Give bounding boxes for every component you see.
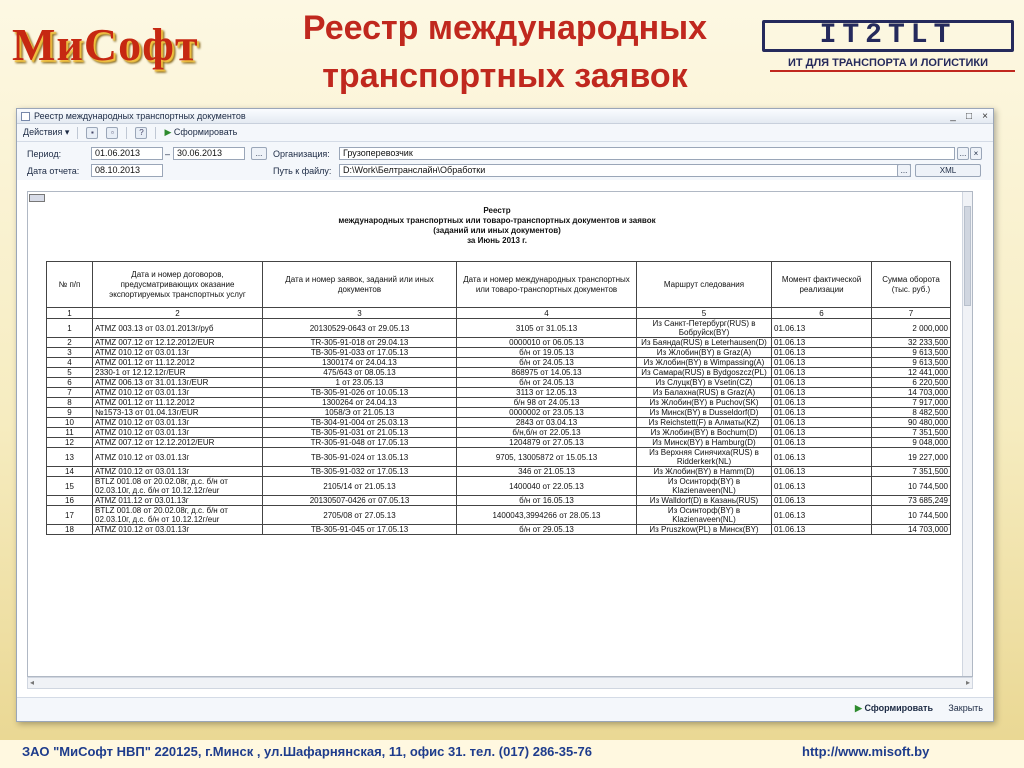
- table-cell: 13: [47, 448, 93, 467]
- table-cell: ATMZ 010.12 от 03.01.13г: [93, 428, 263, 438]
- horizontal-scrollbar[interactable]: [27, 677, 973, 689]
- table-cell: ATMZ 001.12 от 11.12.2012: [93, 358, 263, 368]
- table-cell: 2330-1 от 12.12.12г/EUR: [93, 368, 263, 378]
- toolbar: [17, 124, 993, 142]
- table-cell: Из Минск(BY) в Dusseldorf(D): [637, 408, 772, 418]
- parameters-form: [17, 142, 993, 180]
- bottom-form-label: Сформировать: [864, 703, 933, 713]
- table-cell: 8 482,500: [872, 408, 951, 418]
- column-number-row: [47, 308, 951, 319]
- xml-label: XML: [939, 166, 957, 175]
- table-cell: 14: [47, 467, 93, 477]
- bottom-bar: [17, 697, 993, 721]
- table-cell: ATMZ 011.12 от 03.01.13г: [93, 496, 263, 506]
- table-row: [47, 338, 951, 348]
- table-row: [47, 418, 951, 428]
- table-cell: 0000002 от 23.05.13: [457, 408, 637, 418]
- table-cell: б/н,б/н от 22.05.13: [457, 428, 637, 438]
- column-number: 1: [47, 308, 93, 319]
- table-cell: Из Reichstett(F) в Алматы(KZ): [637, 418, 772, 428]
- table-row: [47, 477, 951, 496]
- report-h1: Реестр: [483, 206, 511, 215]
- column-header: Маршрут следования: [637, 262, 772, 308]
- footer-address: ЗАО "МиСофт НВП" 220125, г.Минск , ул.Шафарнянская, 11, офис 31. тел. (017) 286-35-76: [22, 744, 592, 759]
- table-cell: 01.06.13: [772, 525, 872, 535]
- document-icon: [21, 112, 30, 121]
- table-cell: 5: [47, 368, 93, 378]
- report-table-body: [47, 319, 951, 535]
- period-select-button[interactable]: ...: [251, 147, 267, 160]
- table-cell: 20130507-0426 от 07.05.13: [263, 496, 457, 506]
- table-cell: ATMZ 010.12 от 03.01.13г: [93, 467, 263, 477]
- vertical-scrollbar[interactable]: [962, 192, 972, 677]
- report-area: [27, 191, 973, 677]
- period-dash: –: [165, 149, 171, 159]
- xml-button[interactable]: [915, 164, 981, 177]
- table-cell: ATMZ 010.12 от 03.01.13г: [93, 418, 263, 428]
- table-cell: 9 613,500: [872, 358, 951, 368]
- table-cell: 11: [47, 428, 93, 438]
- table-cell: TR-305-91-018 от 29.04.13: [263, 338, 457, 348]
- table-cell: 01.06.13: [772, 388, 872, 398]
- table-cell: Из Слуцк(BY) в Vsetin(CZ): [637, 378, 772, 388]
- table-cell: 01.06.13: [772, 358, 872, 368]
- table-cell: 01.06.13: [772, 428, 872, 438]
- report-h2: международных транспортных или товаро-транспортных документов и заявок: [338, 216, 656, 225]
- table-cell: 01.06.13: [772, 408, 872, 418]
- settings-icon[interactable]: ▫: [106, 127, 118, 139]
- column-number: 3: [263, 308, 457, 319]
- logo-it2tlt-subtitle: ИТ ДЛЯ ТРАНСПОРТА И ЛОГИСТИКИ: [787, 57, 989, 69]
- table-cell: ТВ-305-91-032 от 17.05.13: [263, 467, 457, 477]
- scrollbar-thumb[interactable]: [964, 206, 971, 306]
- table-cell: 01.06.13: [772, 506, 872, 525]
- org-label: Организация:: [273, 149, 330, 159]
- table-row: [47, 358, 951, 368]
- column-header: Дата и номер заявок, заданий или иных документов: [263, 262, 457, 308]
- table-row: [47, 348, 951, 358]
- table-cell: 346 от 21.05.13: [457, 467, 637, 477]
- table-row: [47, 525, 951, 535]
- table-cell: ATMZ 007.12 от 12.12.2012/EUR: [93, 338, 263, 348]
- table-cell: 01.06.13: [772, 398, 872, 408]
- table-cell: BTLZ 001.08 от 20.02.08г, д.с. б/н от 02.03.10г, д.с. б/н от 10.12.12г/eur: [93, 477, 263, 496]
- actions-menu[interactable]: Действия ▾: [23, 127, 70, 137]
- bottom-form-button[interactable]: [855, 703, 933, 714]
- table-cell: Из Минск(BY) в Hamburg(D): [637, 438, 772, 448]
- table-cell: Из Pruszkow(PL) в Минск(BY): [637, 525, 772, 535]
- table-row: [47, 438, 951, 448]
- toolbar-separator: [77, 127, 78, 139]
- org-field[interactable]: Грузоперевозчик: [339, 147, 955, 160]
- table-row: [47, 368, 951, 378]
- form-report-label: Сформировать: [173, 127, 238, 137]
- slide-title-line2: транспортных заявок: [322, 57, 688, 95]
- column-header: Дата и номер международных транспортных или товаро-транспортных документов: [457, 262, 637, 308]
- table-cell: Из Осинторф(BY) в Klazienaveen(NL): [637, 477, 772, 496]
- path-field[interactable]: D:\Work\Белтранслайн\Обработки: [339, 164, 911, 177]
- table-cell: Из Жлобин(BY) в Graz(A): [637, 348, 772, 358]
- title-underline: [770, 70, 1015, 72]
- table-cell: 01.06.13: [772, 448, 872, 467]
- table-cell: ТВ-305-91-031 от 21.05.13: [263, 428, 457, 438]
- table-cell: Из Жлобин(BY) в Hamm(D): [637, 467, 772, 477]
- table-cell: 2705/08 от 27.05.13: [263, 506, 457, 525]
- table-cell: Из Санкт-Петербург(RUS) в Бобруйск(BY): [637, 319, 772, 338]
- table-cell: 7 351,500: [872, 467, 951, 477]
- column-header: Сумма оборота (тыс. руб.): [872, 262, 951, 308]
- table-cell: ТВ-305-91-024 от 13.05.13: [263, 448, 457, 467]
- column-number: 5: [637, 308, 772, 319]
- table-cell: 2105/14 от 21.05.13: [263, 477, 457, 496]
- column-number: 6: [772, 308, 872, 319]
- org-select-button[interactable]: ...: [957, 147, 969, 160]
- table-cell: 01.06.13: [772, 348, 872, 358]
- table-cell: 1300174 от 24.04.13: [263, 358, 457, 368]
- table-row: [47, 398, 951, 408]
- table-cell: 01.06.13: [772, 477, 872, 496]
- table-cell: 10 744,500: [872, 506, 951, 525]
- table-cell: 01.06.13: [772, 467, 872, 477]
- help-icon[interactable]: ?: [135, 127, 147, 139]
- column-number: 4: [457, 308, 637, 319]
- table-cell: 14 703,000: [872, 388, 951, 398]
- table-row: [47, 319, 951, 338]
- table-cell: 16: [47, 496, 93, 506]
- table-row: [47, 408, 951, 418]
- column-header: Момент фактической реализации: [772, 262, 872, 308]
- table-cell: ATMZ 003.13 от 03.01.2013г/руб: [93, 319, 263, 338]
- table-cell: 9705, 13005872 от 15.05.13: [457, 448, 637, 467]
- slide-title-line1: Реестр международных: [302, 9, 708, 47]
- maximize-button[interactable]: □: [965, 110, 973, 122]
- table-cell: 3113 от 12.05.13: [457, 388, 637, 398]
- table-cell: Из Walldorf(D) в Казань(RUS): [637, 496, 772, 506]
- report-date-field[interactable]: 08.10.2013: [91, 164, 163, 177]
- table-cell: TR-305-91-048 от 17.05.13: [263, 438, 457, 448]
- table-cell: Из Жлобин(BY) в Wimpassing(A): [637, 358, 772, 368]
- table-cell: б/н от 19.05.13: [457, 348, 637, 358]
- window-title: Реестр международных транспортных документов: [34, 111, 246, 121]
- logo-misoft: МиСофт: [12, 19, 199, 70]
- report-window: [16, 108, 994, 722]
- logo-it2tlt: [762, 20, 1014, 69]
- table-cell: 1 от 23.05.13: [263, 378, 457, 388]
- column-header: № п/п: [47, 262, 93, 308]
- table-cell: 9: [47, 408, 93, 418]
- table-cell: б/н от 29.05.13: [457, 525, 637, 535]
- table-cell: 1204879 от 27.05.13: [457, 438, 637, 448]
- table-cell: 7 351,500: [872, 428, 951, 438]
- table-row: [47, 496, 951, 506]
- report-table: [46, 261, 951, 535]
- table-cell: 01.06.13: [772, 338, 872, 348]
- table-cell: Из Осинторф(BY) в Klazienaveen(NL): [637, 506, 772, 525]
- table-cell: 868975 от 14.05.13: [457, 368, 637, 378]
- table-cell: Из Жлобин(BY) в Bochum(D): [637, 428, 772, 438]
- report-date-label: Дата отчета:: [27, 166, 80, 176]
- table-cell: 4: [47, 358, 93, 368]
- table-cell: 1058/Э от 21.05.13: [263, 408, 457, 418]
- table-cell: ATMZ 010.12 от 03.01.13г: [93, 525, 263, 535]
- table-header-row: [47, 262, 951, 308]
- table-cell: 01.06.13: [772, 496, 872, 506]
- table-cell: 9 048,000: [872, 438, 951, 448]
- table-cell: б/н от 24.05.13: [457, 378, 637, 388]
- path-label: Путь к файлу:: [273, 166, 332, 176]
- table-cell: 12: [47, 438, 93, 448]
- toolbar-separator: [155, 127, 156, 139]
- table-row: [47, 448, 951, 467]
- table-cell: 01.06.13: [772, 319, 872, 338]
- table-row: [47, 506, 951, 525]
- table-cell: 1: [47, 319, 93, 338]
- table-cell: ТВ-305-91-026 от 10.05.13: [263, 388, 457, 398]
- table-cell: ATMZ 010.12 от 03.01.13г: [93, 448, 263, 467]
- table-cell: 01.06.13: [772, 438, 872, 448]
- footer-url[interactable]: http://www.misoft.by: [802, 744, 930, 759]
- table-cell: 17: [47, 506, 93, 525]
- table-cell: Из Верхняя Синячиха(RUS) в Ridderkerk(NL): [637, 448, 772, 467]
- report-h4: за Июнь 2013 г.: [467, 236, 527, 245]
- table-cell: ATMZ 010.12 от 03.01.13г: [93, 388, 263, 398]
- table-cell: 10 744,500: [872, 477, 951, 496]
- table-cell: ATMZ 001.12 от 11.12.2012: [93, 398, 263, 408]
- period-from-field[interactable]: 01.06.2013: [91, 147, 163, 160]
- close-button[interactable]: ×: [982, 110, 988, 122]
- table-cell: BTLZ 001.08 от 20.02.08г, д.с. б/н от 02.03.10г, д.с. б/н от 10.12.12г/eur: [93, 506, 263, 525]
- scroll-right-icon[interactable]: ▸: [965, 678, 970, 687]
- table-cell: 1400043,3994266 от 28.05.13: [457, 506, 637, 525]
- table-cell: 6 220,500: [872, 378, 951, 388]
- table-cell: Из Баянда(RUS) в Leterhausen(D): [637, 338, 772, 348]
- table-cell: 2 000,000: [872, 319, 951, 338]
- table-cell: 14 703,000: [872, 525, 951, 535]
- table-cell: 1300264 от 24.04.13: [263, 398, 457, 408]
- table-cell: №1573-13 от 01.04.13г/EUR: [93, 408, 263, 418]
- table-cell: 18: [47, 525, 93, 535]
- slide-title: [255, 4, 755, 100]
- table-row: [47, 378, 951, 388]
- table-row: [47, 388, 951, 398]
- table-cell: б/н от 24.05.13: [457, 358, 637, 368]
- table-cell: ТВ-305-91-033 от 17.05.13: [263, 348, 457, 358]
- play-icon: ▶: [855, 703, 862, 713]
- form-report-button[interactable]: [164, 127, 237, 138]
- table-cell: 3: [47, 348, 93, 358]
- table-cell: 90 480,000: [872, 418, 951, 428]
- table-cell: 15: [47, 477, 93, 496]
- path-select-button[interactable]: ...: [897, 164, 911, 177]
- table-cell: 8: [47, 398, 93, 408]
- table-cell: 01.06.13: [772, 418, 872, 428]
- table-cell: ATMZ 010.12 от 03.01.13г: [93, 348, 263, 358]
- org-clear-icon[interactable]: ×: [970, 147, 982, 160]
- table-cell: Из Самара(RUS) в Bydgoszcz(PL): [637, 368, 772, 378]
- slide-footer: [0, 740, 1024, 768]
- table-cell: 12 441,000: [872, 368, 951, 378]
- window-titlebar: [17, 109, 993, 124]
- table-cell: ATMZ 006.13 от 31.01.13г/EUR: [93, 378, 263, 388]
- table-cell: 73 685,249: [872, 496, 951, 506]
- table-cell: б/н от 16.05.13: [457, 496, 637, 506]
- column-number: 7: [872, 308, 951, 319]
- table-cell: 7: [47, 388, 93, 398]
- table-cell: 475/643 от 08.05.13: [263, 368, 457, 378]
- report-header: [28, 206, 966, 246]
- play-icon: ▶: [164, 127, 172, 137]
- table-cell: ТВ-304-91-004 от 25.03.13: [263, 418, 457, 428]
- table-cell: ТВ-305-91-045 от 17.05.13: [263, 525, 457, 535]
- minimize-button[interactable]: _: [950, 110, 956, 122]
- table-cell: 32 233,500: [872, 338, 951, 348]
- table-cell: Из Жлобин(BY) в Puchov(SK): [637, 398, 772, 408]
- save-icon[interactable]: ▪: [86, 127, 98, 139]
- table-cell: 2: [47, 338, 93, 348]
- scroll-left-icon[interactable]: ◂: [30, 678, 35, 687]
- table-cell: 0000010 от 06.05.13: [457, 338, 637, 348]
- table-cell: 3105 от 31.05.13: [457, 319, 637, 338]
- column-number: 2: [93, 308, 263, 319]
- table-cell: 7 917,000: [872, 398, 951, 408]
- toolbar-separator: [126, 127, 127, 139]
- table-cell: 6: [47, 378, 93, 388]
- table-cell: 01.06.13: [772, 378, 872, 388]
- table-cell: 19 227,000: [872, 448, 951, 467]
- table-cell: Из Балахна(RUS) в Graz(A): [637, 388, 772, 398]
- report-marker: [29, 194, 45, 202]
- logo-it2tlt-mark: IT2TLT: [762, 20, 1014, 52]
- table-cell: 2843 от 03.04.13: [457, 418, 637, 428]
- table-cell: ATMZ 007.12 от 12.12.2012/EUR: [93, 438, 263, 448]
- table-cell: 20130529-0643 от 29.05.13: [263, 319, 457, 338]
- table-cell: 1400040 от 22.05.13: [457, 477, 637, 496]
- column-header: Дата и номер договоров, предусматривающих оказание экспортируемых транспортных услуг: [93, 262, 263, 308]
- table-row: [47, 428, 951, 438]
- table-cell: 01.06.13: [772, 368, 872, 378]
- table-cell: 10: [47, 418, 93, 428]
- table-cell: 9 613,500: [872, 348, 951, 358]
- bottom-close-button[interactable]: Закрыть: [948, 703, 983, 713]
- period-to-field[interactable]: 30.06.2013: [173, 147, 245, 160]
- report-h3: (заданий или иных документов): [433, 226, 561, 235]
- table-row: [47, 467, 951, 477]
- period-label: Период:: [27, 149, 62, 159]
- table-cell: б/н 98 от 24.05.13: [457, 398, 637, 408]
